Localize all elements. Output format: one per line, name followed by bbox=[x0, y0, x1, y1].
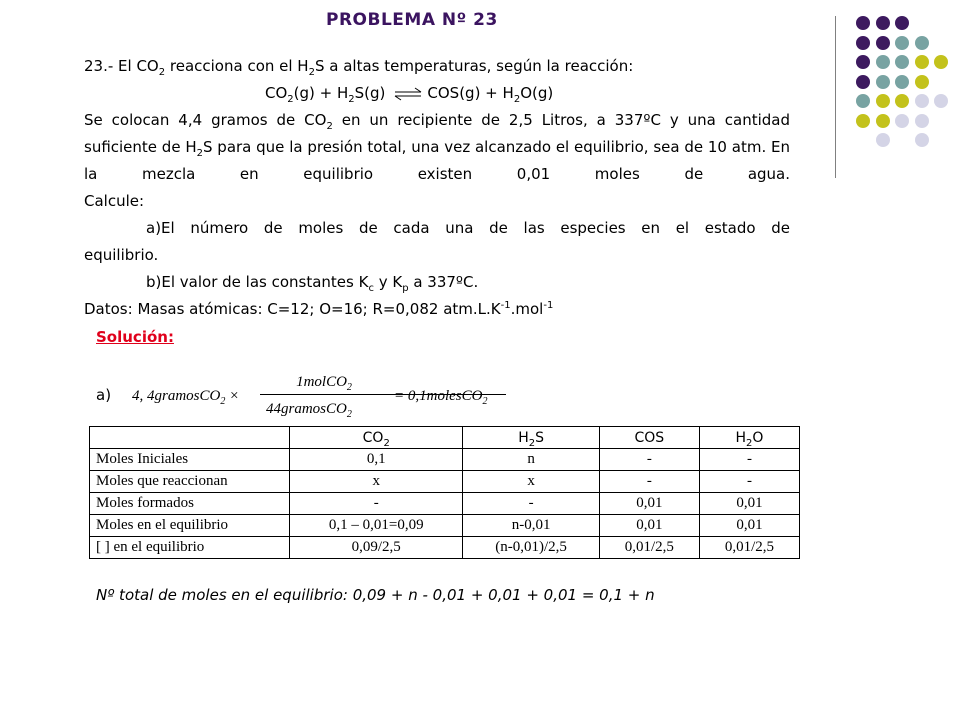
page-title: PROBLEMA Nº 23 bbox=[326, 10, 498, 30]
table-cell: (n-0,01)/2,5 bbox=[463, 537, 599, 559]
table-cell: - bbox=[463, 493, 599, 515]
equilibrium-table bbox=[89, 426, 800, 559]
decorative-dot bbox=[876, 114, 890, 128]
equilibrium-arrow-icon bbox=[393, 87, 423, 101]
decorative-dot bbox=[895, 36, 909, 50]
table-cell: 0,01/2,5 bbox=[599, 537, 699, 559]
table-header-row bbox=[90, 427, 800, 449]
decorative-dot bbox=[915, 55, 929, 69]
table-cell: 0,01 bbox=[599, 493, 699, 515]
decorative-dot bbox=[915, 75, 929, 89]
decorative-dot bbox=[856, 114, 870, 128]
table-cell: - bbox=[699, 449, 799, 471]
table-cell: n bbox=[463, 449, 599, 471]
decorative-dot bbox=[934, 94, 948, 108]
decorative-dot bbox=[856, 16, 870, 30]
given-data: Datos: Masas atómicas: C=12; O=16; R=0,082 $atm.L.K^{-1}.mol^{-1}$ bbox=[84, 300, 554, 318]
decorative-dot bbox=[856, 55, 870, 69]
solution-heading: Solución: bbox=[96, 328, 174, 346]
row-label: Moles que reaccionan bbox=[90, 471, 290, 493]
reaction-equation: $CO_2(g) + H_2S(g) COS(g) + H_2O(g)$ bbox=[265, 84, 554, 105]
column-header: COS bbox=[599, 427, 699, 449]
problem-data: Se colocan 4,4 gramos de $CO_2$ en un recipiente de 2,5 Litros, a 337ºC y una cantidad suficiente de $H_2S$ para que la presión total, una vez alcanzado el equilibrio, sea de 10 atm. En la mezcla en equilibrio existen 0,01 moles de agua. bbox=[84, 111, 790, 183]
table-cell: 0,01 bbox=[699, 515, 799, 537]
table-row bbox=[90, 493, 800, 515]
row-label: [ ] en el equilibrio bbox=[90, 537, 290, 559]
decorative-dot bbox=[876, 133, 890, 147]
table-cell: 0,1 bbox=[290, 449, 463, 471]
column-header: $H_2S$ bbox=[463, 427, 599, 449]
decorative-dot bbox=[895, 75, 909, 89]
table-cell: 0,01 bbox=[599, 515, 699, 537]
problem-intro: 23.- El $CO_2$ reacciona con el $H_2S$ a altas temperaturas, según la reacción: bbox=[84, 57, 634, 78]
decorative-dot bbox=[876, 36, 890, 50]
decorative-dot bbox=[856, 75, 870, 89]
table-row bbox=[90, 537, 800, 559]
decorative-dot bbox=[915, 114, 929, 128]
table-cell: 0,09/2,5 bbox=[290, 537, 463, 559]
decorative-dot bbox=[895, 16, 909, 30]
table-cell: x bbox=[463, 471, 599, 493]
table-row bbox=[90, 515, 800, 537]
question-a-continued: equilibrio. bbox=[84, 246, 159, 264]
decorative-dot bbox=[895, 55, 909, 69]
decorative-dot bbox=[876, 55, 890, 69]
total-moles-line: Nº total de moles en el equilibrio: 0,09 + n - 0,01 + 0,01 + 0,01 = 0,1 + n bbox=[96, 586, 655, 604]
table-cell: n-0,01 bbox=[463, 515, 599, 537]
calcule-label: Calcule: bbox=[84, 192, 145, 210]
decorative-dot bbox=[876, 16, 890, 30]
decorative-dot bbox=[876, 75, 890, 89]
part-a-label: a) bbox=[96, 386, 112, 404]
table-row bbox=[90, 471, 800, 493]
decorative-dot bbox=[856, 94, 870, 108]
table-cell: x bbox=[290, 471, 463, 493]
question-a: a)El número de moles de cada una de las especies en el estado de bbox=[146, 219, 790, 237]
row-label: Moles formados bbox=[90, 493, 290, 515]
decorative-dot bbox=[856, 36, 870, 50]
table-cell: - bbox=[290, 493, 463, 515]
row-label: Moles Iniciales bbox=[90, 449, 290, 471]
formula-lhs: 4, 4gramosCO$_2$ × bbox=[132, 388, 240, 407]
column-header: $CO_2$ bbox=[290, 427, 463, 449]
decorative-dot bbox=[915, 36, 929, 50]
formula-rhs: = 0,1molesCO$_2$ bbox=[394, 388, 488, 407]
decorative-dot bbox=[934, 55, 948, 69]
decorative-dot bbox=[876, 94, 890, 108]
table-cell: 0,01/2,5 bbox=[699, 537, 799, 559]
table-cell: - bbox=[599, 449, 699, 471]
table-corner-cell bbox=[90, 427, 290, 449]
decorative-dot bbox=[895, 114, 909, 128]
decorative-dot bbox=[915, 94, 929, 108]
table-cell: - bbox=[699, 471, 799, 493]
table-cell: 0,01 bbox=[699, 493, 799, 515]
formula-denominator: 44gramosCO$_2$ bbox=[266, 401, 352, 420]
table-cell: 0,1 – 0,01=0,09 bbox=[290, 515, 463, 537]
decorative-dot bbox=[915, 133, 929, 147]
row-label: Moles en el equilibrio bbox=[90, 515, 290, 537]
table-cell: - bbox=[599, 471, 699, 493]
question-b: b)El valor de las constantes $K_c$ y $K_p$ a 337ºC. bbox=[146, 273, 479, 294]
vertical-divider bbox=[835, 16, 836, 178]
column-header: $H_2O$ bbox=[699, 427, 799, 449]
formula-numerator: 1molCO$_2$ bbox=[296, 374, 352, 393]
decorative-dot bbox=[895, 94, 909, 108]
table-row bbox=[90, 449, 800, 471]
